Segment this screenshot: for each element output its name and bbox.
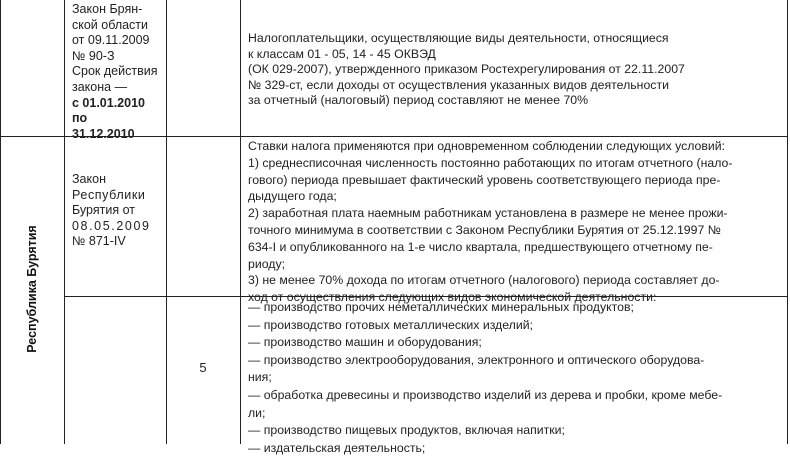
condition-line: 3) не менее 70% дохода по итогам отчетного (налогового) периода составляет до- [248, 273, 720, 288]
activity-item: — издательская деятельность; [248, 440, 426, 455]
law-cell-bryansk [72, 2, 164, 142]
activity-item: — производство готовых металлических изделий; [248, 317, 533, 332]
condition-line: 2) заработная плата наемным работникам установлена в размере не менее прожи- [248, 206, 728, 221]
condition-line: гового) периода превышает фактический уровень соответствующего периода пре- [248, 172, 721, 187]
activity-item: ли; [248, 405, 266, 420]
conditions-cell-buryatia [248, 138, 783, 306]
law-line: Срок действия [72, 64, 158, 79]
column-border-2 [64, 0, 65, 444]
column-border-5 [787, 0, 788, 444]
law-line: Закон Брян- [72, 2, 143, 16]
region-name: Республика Бурятия [25, 225, 39, 353]
activity-item: — производство прочих неметаллических минеральных продуктов; [248, 300, 634, 314]
activity-item: — производство машин и оборудования; [248, 335, 482, 350]
law-line: ской области [72, 17, 149, 32]
law-line: № 90-З [72, 48, 115, 63]
condition-line: 634-I и опубликованного на 1-е число квартала, предшествующего отчетному пе- [248, 239, 713, 254]
activity-item: ния; [248, 370, 272, 385]
condition-line: риоду; [248, 256, 286, 271]
tax-rate-value: 5 [199, 360, 207, 375]
tax-rate-cell [166, 360, 240, 375]
condition-line: № 329-ст, если доходы от осуществления указанных видов деятельности [248, 77, 669, 92]
condition-line: за отчетный (налоговый) период составляют не менее 70% [248, 93, 589, 107]
activity-item: — обработка древесины и производство изделий из дерева и пробки, кроме мебе- [248, 387, 723, 402]
condition-line: дыдущего года; [248, 189, 337, 204]
law-validity-to: 31.12.2010 [72, 126, 135, 141]
law-line: Республики [72, 187, 146, 202]
law-line: Закон [72, 172, 106, 186]
condition-line: к классам 01 - 05, 14 - 45 ОКВЭД [248, 46, 436, 61]
conditions-cell-bryansk [248, 31, 783, 109]
region-label-buryatia [0, 136, 64, 442]
condition-line: точного минимума в соответствии с Законом Республики Бурятия от 25.12.1997 № [248, 222, 721, 237]
condition-line: ход от осуществления следующих видов экономической деятельности: [248, 290, 657, 305]
condition-line: (ОК 029-2007), утвержденного приказом Ростехрегулирования от 22.11.2007 [248, 62, 685, 76]
law-cell-buryatia [72, 172, 164, 250]
law-line: от 09.11.2009 [72, 33, 150, 48]
column-border-3 [166, 0, 167, 444]
activities-cell [248, 299, 783, 457]
condition-line: Налогоплательщики, осуществляющие виды деятельности, относящиеся [248, 31, 669, 45]
condition-line: Ставки налога применяются при одновременном соблюдении следующих условий: [248, 139, 726, 153]
activity-item: — производство пищевых продуктов, включая напитки; [248, 423, 565, 438]
column-border-4 [240, 0, 241, 444]
law-line: 08.05.2009 [72, 218, 151, 233]
law-line: Бурятия от [72, 203, 135, 218]
law-validity-from: с 01.01.2010 [72, 95, 145, 110]
law-validity-to-label: по [72, 111, 88, 126]
activity-item: — производство электрооборудования, электронного и оптического оборудова- [248, 352, 705, 367]
law-line: закона — [72, 79, 128, 94]
condition-line: 1) среднесписочная численность постоянно работающих по итогам отчетного (нало- [248, 155, 733, 170]
law-line: № 871-IV [72, 234, 126, 249]
